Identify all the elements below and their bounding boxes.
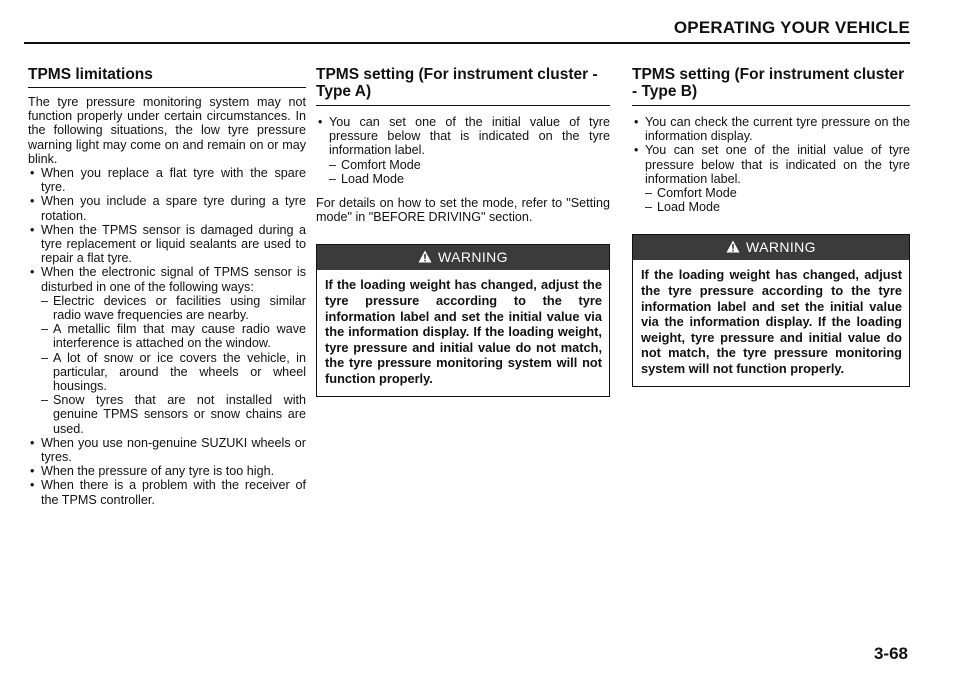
mode-list xyxy=(329,158,610,186)
list-item-text: You can set one of the initial value of tyre pressure below that is indicated on the tyre information label. xyxy=(645,143,910,186)
column-tpms-setting-type-b xyxy=(632,66,910,387)
limitations-list-continued xyxy=(28,436,306,507)
warning-label: WARNING xyxy=(438,249,508,266)
intro-paragraph: The tyre pressure monitoring system may not function properly under certain circumstances. In the following situations, the low tyre pressure warning light may come on and remain on or may blink. xyxy=(28,95,306,166)
list-item: • When the TPMS sensor is damaged during a tyre replacement or liquid sealants are used to repair a flat tyre. xyxy=(28,223,306,266)
header-rule xyxy=(24,42,910,44)
interference-list xyxy=(41,294,306,436)
mode-item: – Load Mode xyxy=(329,172,610,186)
list-item: • When you use non-genuine SUZUKI wheels or tyres. xyxy=(28,436,306,464)
warning-triangle-icon xyxy=(418,250,432,263)
list-item xyxy=(632,143,910,214)
mode-list xyxy=(645,186,910,214)
column-tpms-setting-type-a xyxy=(316,66,610,397)
sub-list-item: – A metallic film that may cause radio wave interference is attached on the window. xyxy=(41,322,306,350)
warning-label: WARNING xyxy=(746,239,816,256)
warning-header xyxy=(317,245,609,270)
list-item-text: You can set one of the initial value of tyre pressure below that is indicated on the tyre information label. xyxy=(329,115,610,158)
warning-text: If the loading weight has changed, adjust the tyre pressure according to the tyre information label and set the initial value via the information display. If the loading weight, tyre pressure and initial value do not match, the tyre pressure monitoring system will not function properly. xyxy=(641,267,902,376)
section-title: OPERATING YOUR VEHICLE xyxy=(673,18,910,37)
list-item: • When the pressure of any tyre is too high. xyxy=(28,464,306,478)
list-item-text: When the electronic signal of TPMS sensor is disturbed in one of the following ways: xyxy=(41,265,306,294)
warning-text: If the loading weight has changed, adjust the tyre pressure according to the tyre information label and set the initial value via the information display. If the loading weight, tyre pressure and initial value do not match, the tyre pressure monitoring system will not function properly. xyxy=(325,277,602,386)
heading-tpms-limitations: TPMS limitations xyxy=(28,66,306,88)
mode-item: – Comfort Mode xyxy=(645,186,910,200)
sub-list-item: – Electric devices or facilities using similar radio wave frequencies are nearby. xyxy=(41,294,306,322)
sub-list-item: – A lot of snow or ice covers the vehicle, in particular, around the wheels or wheel housings. xyxy=(41,351,306,394)
list-item: • When there is a problem with the receiver of the TPMS controller. xyxy=(28,478,306,506)
warning-box xyxy=(316,244,610,396)
list-item: • You can check the current tyre pressure on the information display. xyxy=(632,115,910,143)
mode-item: – Load Mode xyxy=(645,200,910,214)
warning-triangle-icon xyxy=(726,240,740,253)
mode-note: For details on how to set the mode, refer to "Setting mode" in "BEFORE DRIVING" section. xyxy=(316,196,610,225)
warning-box xyxy=(632,234,910,386)
warning-header xyxy=(633,235,909,260)
list-item: • When you replace a flat tyre with the spare tyre. xyxy=(28,166,306,194)
list-item xyxy=(316,115,610,186)
mode-item: – Comfort Mode xyxy=(329,158,610,172)
list-item: • When you include a spare tyre during a tyre rotation. xyxy=(28,194,306,222)
column-tpms-limitations xyxy=(28,66,306,507)
heading-tpms-setting-type-a: TPMS setting (For instrument cluster - Type A) xyxy=(316,66,610,106)
list-item xyxy=(28,265,306,435)
sub-list-item: – Snow tyres that are not installed with genuine TPMS sensors or snow chains are used. xyxy=(41,393,306,436)
heading-tpms-setting-type-b: TPMS setting (For instrument cluster - Type B) xyxy=(632,66,910,106)
page-number: 3-68 xyxy=(873,644,908,663)
type-b-list xyxy=(632,115,910,214)
type-a-list xyxy=(316,115,610,186)
limitations-list xyxy=(28,166,306,436)
